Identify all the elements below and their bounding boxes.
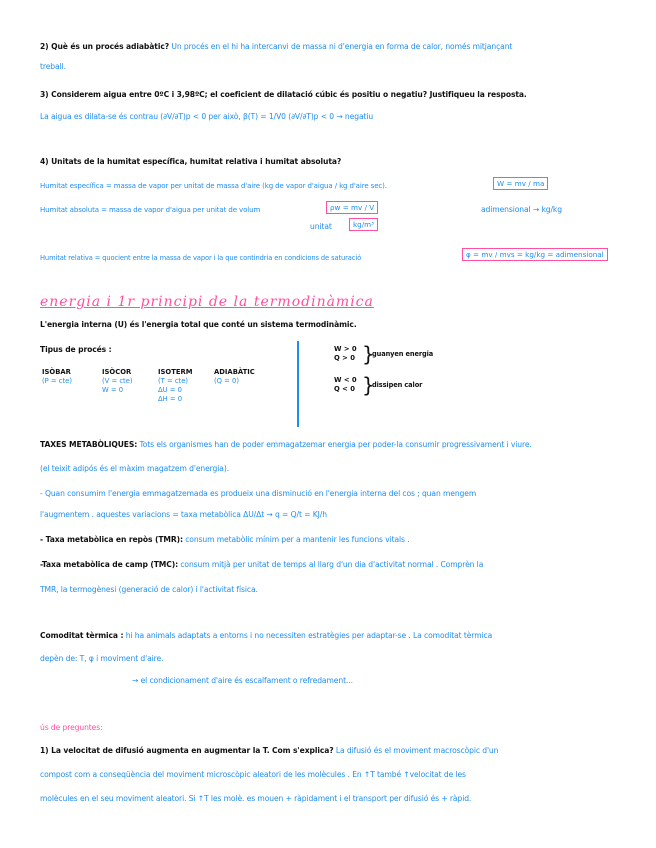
process-isobar	[42, 368, 72, 386]
q4-relative: Humitat relativa = quocient entre la massa de vapor i la que contindria en condicions de saturació	[40, 254, 362, 262]
q3-answer-suffix: → negatiu	[336, 112, 374, 121]
internal-energy-text: L'energia interna (U) és l'energia total que conté un sistema termodinàmic.	[40, 320, 357, 329]
sign-gain-values	[334, 345, 357, 363]
process-line: ΔH = 0	[158, 395, 183, 403]
process-isocor	[102, 368, 133, 395]
process-name: ISÒBAR	[42, 368, 71, 376]
q1-answer-cont: compost com a conseqüència del moviment microscòpic aleatori de les molècules . En ↑T també ↑velocitat de les	[40, 770, 466, 779]
q4-dimensional: adimensional → kg/kg	[481, 205, 562, 214]
process-name: ISÒCOR	[102, 368, 132, 376]
q4-unit-box: kg/m³	[349, 218, 378, 231]
comfort-text-note: → el condicionament d'aire és escalfament o refredament...	[132, 676, 353, 685]
process-line: ΔU = 0	[158, 386, 182, 394]
q1-line	[40, 746, 498, 756]
brace-icon: }	[362, 342, 375, 366]
comfort-text: hi ha animals adaptats a entorns i no necessiten estratègies per adaptar-se . La comoditat tèrmica	[125, 631, 493, 640]
q4-relative-box: φ = mv / mvs = kg/kg = adimensional	[462, 248, 608, 261]
q1-answer-cont2: molècules en el seu moviment aleatori. Si ↑T les molè. es mouen + ràpidament i el transport per difusió és + ràpid.	[40, 794, 472, 803]
sign-gain-b: Q > 0	[334, 354, 355, 362]
q3-answer-mid: per això, β(T) =	[208, 112, 267, 121]
process-adiabatic	[214, 368, 255, 386]
process-line: W = 0	[102, 386, 124, 394]
metabolic-text: Tots els organismes han de poder emmagatzemar energia per poder-la consumir progressivament i viure.	[139, 440, 532, 449]
q3-answer-prefix: La aigua es dilata-se és contrau	[40, 112, 158, 121]
tmc-label: -Taxa metabòlica de camp (TMC):	[40, 560, 179, 569]
tmc-text: consum mitjà per unitat de temps al llarg d'un dia d'activitat normal . Comprèn la	[180, 560, 484, 569]
process-line: (Q = 0)	[214, 377, 239, 385]
tmr-line	[40, 535, 410, 545]
process-types-label: Tipus de procés :	[40, 345, 112, 354]
q1-answer: La difusió és el moviment macroscòpic d'un	[335, 746, 499, 755]
process-isoterm	[158, 368, 192, 404]
section-title: energia i 1r principi de la termodinàmica	[40, 294, 374, 310]
comfort-text-cont: depèn de: T, φ i moviment d'aire.	[40, 654, 164, 663]
sign-loss-values	[334, 376, 357, 394]
comfort-line	[40, 631, 492, 641]
q4-specific: Humitat específica = massa de vapor per unitat de massa d'aire (kg de vapor d'aigua / kg d'aire sec).	[40, 182, 387, 190]
metabolic-line4: l'augmentem . aquestes variacions = taxa metabòlica ΔU/Δt → q = Q/t = KJ/h	[40, 510, 327, 519]
sign-gain-label: guanyen energia	[372, 350, 434, 358]
q2-answer-cont: treball.	[40, 62, 66, 71]
sign-loss-b: Q < 0	[334, 385, 355, 393]
process-name: ADIABÀTIC	[214, 368, 255, 376]
q4-absolute: Humitat absoluta = massa de vapor d'aigua per unitat de volum	[40, 206, 261, 214]
metabolic-label: TAXES METABÒLIQUES:	[40, 440, 138, 449]
q4-question: 4) Unitats de la humitat específica, humitat relativa i humitat absoluta?	[40, 157, 342, 166]
comfort-label: Comoditat tèrmica :	[40, 631, 124, 640]
sign-loss-a: W < 0	[334, 376, 357, 384]
tmc-line	[40, 560, 483, 570]
q4-specific-box: W = mv / ma	[493, 177, 548, 190]
process-name: ISOTERM	[158, 368, 193, 376]
q2-question: 2) Què és un procés adiabàtic?	[40, 42, 170, 51]
process-line: (T = cte)	[158, 377, 189, 385]
metabolic-line2: (el teixit adipós és el màxim magatzem d'energia).	[40, 464, 230, 473]
q1-question: 1) La velocitat de difusió augmenta en augmentar la T. Com s'explica?	[40, 746, 334, 755]
brace-icon: }	[362, 373, 375, 397]
metabolic-line3: - Quan consumim l'energia emmagatzemada es produeix una disminució en l'energia interna del cos ; quan mengem	[40, 489, 477, 498]
tmc-text-cont: TMR, la termogènesi (generació de calor) i l'activitat física.	[40, 585, 258, 594]
divider-line	[297, 341, 299, 427]
sign-loss-label: dissipen calor	[372, 381, 423, 389]
questions-label: ús de preguntes:	[40, 723, 103, 732]
process-line: (P = cte)	[42, 377, 73, 385]
q4-absolute-box: ρw = mv / V	[326, 201, 378, 214]
q3-question: 3) Considerem aigua entre 0ºC i 3,98ºC; el coeficient de dilatació cúbic és positiu o negatiu? Justifiqueu la resposta.	[40, 90, 527, 99]
q2-line	[40, 42, 512, 52]
q3-formula-a: (∂V/∂T)p < 0	[160, 112, 207, 121]
q2-answer: Un procés en el hi ha intercanvi de massa ni d'energia en forma de calor, només mitjançant	[171, 42, 513, 51]
q3-formula-b: 1/V0 (∂V/∂T)p < 0	[268, 112, 335, 121]
tmr-label: - Taxa metabòlica en repòs (TMR):	[40, 535, 183, 544]
metabolic-line1	[40, 440, 532, 450]
q3-answer	[40, 112, 373, 122]
tmr-text: consum metabòlic mínim per a mantenir les funcions vitals .	[185, 535, 410, 544]
process-line: (V = cte)	[102, 377, 133, 385]
q4-unit-label: unitat	[310, 222, 332, 231]
sign-gain-a: W > 0	[334, 345, 357, 353]
